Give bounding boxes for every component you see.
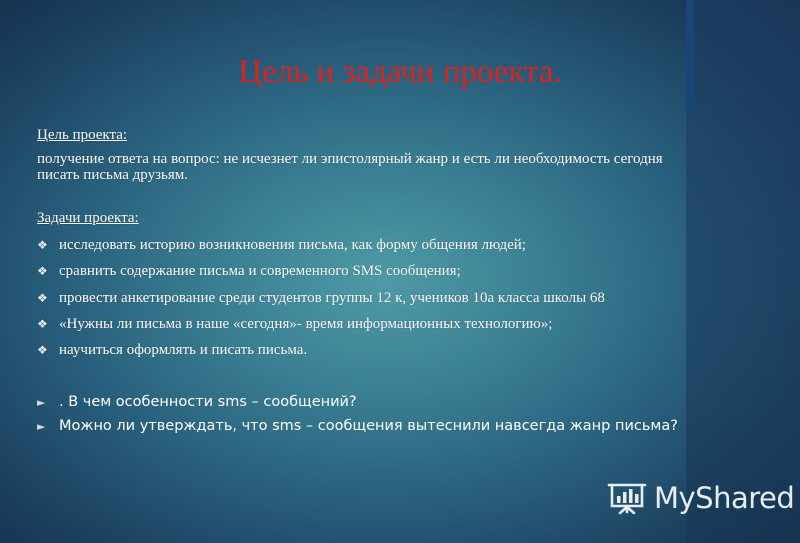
watermark-logo [606,478,794,518]
task-text: «Нужны ли письма в наше «сегодня»- время информационных технологию»; [59,315,553,332]
goal-heading: Цель проекта: [37,127,128,143]
slide-title: Цель и задачи проекта. [238,54,562,90]
list-item [37,289,687,315]
diamond-bullet-icon: ❖ [37,290,48,305]
list-item [37,236,687,262]
list-item [37,414,678,438]
task-text: сравнить содержание письма и современного SMS сообщения; [59,263,461,280]
list-item [37,315,687,341]
list-item [37,262,687,288]
brand-name: MyShared [654,481,795,515]
list-item [37,390,678,414]
question-text: . В чем особенности sms – сообщений? [59,394,357,410]
tasks-heading: Задачи проекта: [37,210,139,226]
arrow-bullet-icon: ► [37,395,46,409]
presentation-board-icon [606,480,648,516]
diamond-bullet-icon: ❖ [37,238,48,252]
tasks-list [37,236,687,367]
task-text: исследовать историю возникновения письма, как форму общения людей; [59,237,526,253]
list-item [37,341,687,367]
question-text: Можно ли утверждать, что sms – сообщения вытеснили навсегда жанр письма? [59,418,678,434]
goal-text: получение ответа на вопрос: не исчезнет ли эпистолярный жанр и есть ли необходимость сегодня писать письма друзьям. [37,151,663,183]
task-text: научиться оформлять и писать письма. [59,342,308,359]
diamond-bullet-icon: ❖ [37,316,48,331]
diamond-bullet-icon: ❖ [37,264,48,279]
questions-list [37,390,678,438]
task-text: провести анкетирование среди студентов группы 12 к, учеников 10а класса школы 68 [59,289,605,306]
diamond-bullet-icon: ❖ [37,343,48,358]
arrow-bullet-icon: ► [37,419,46,433]
